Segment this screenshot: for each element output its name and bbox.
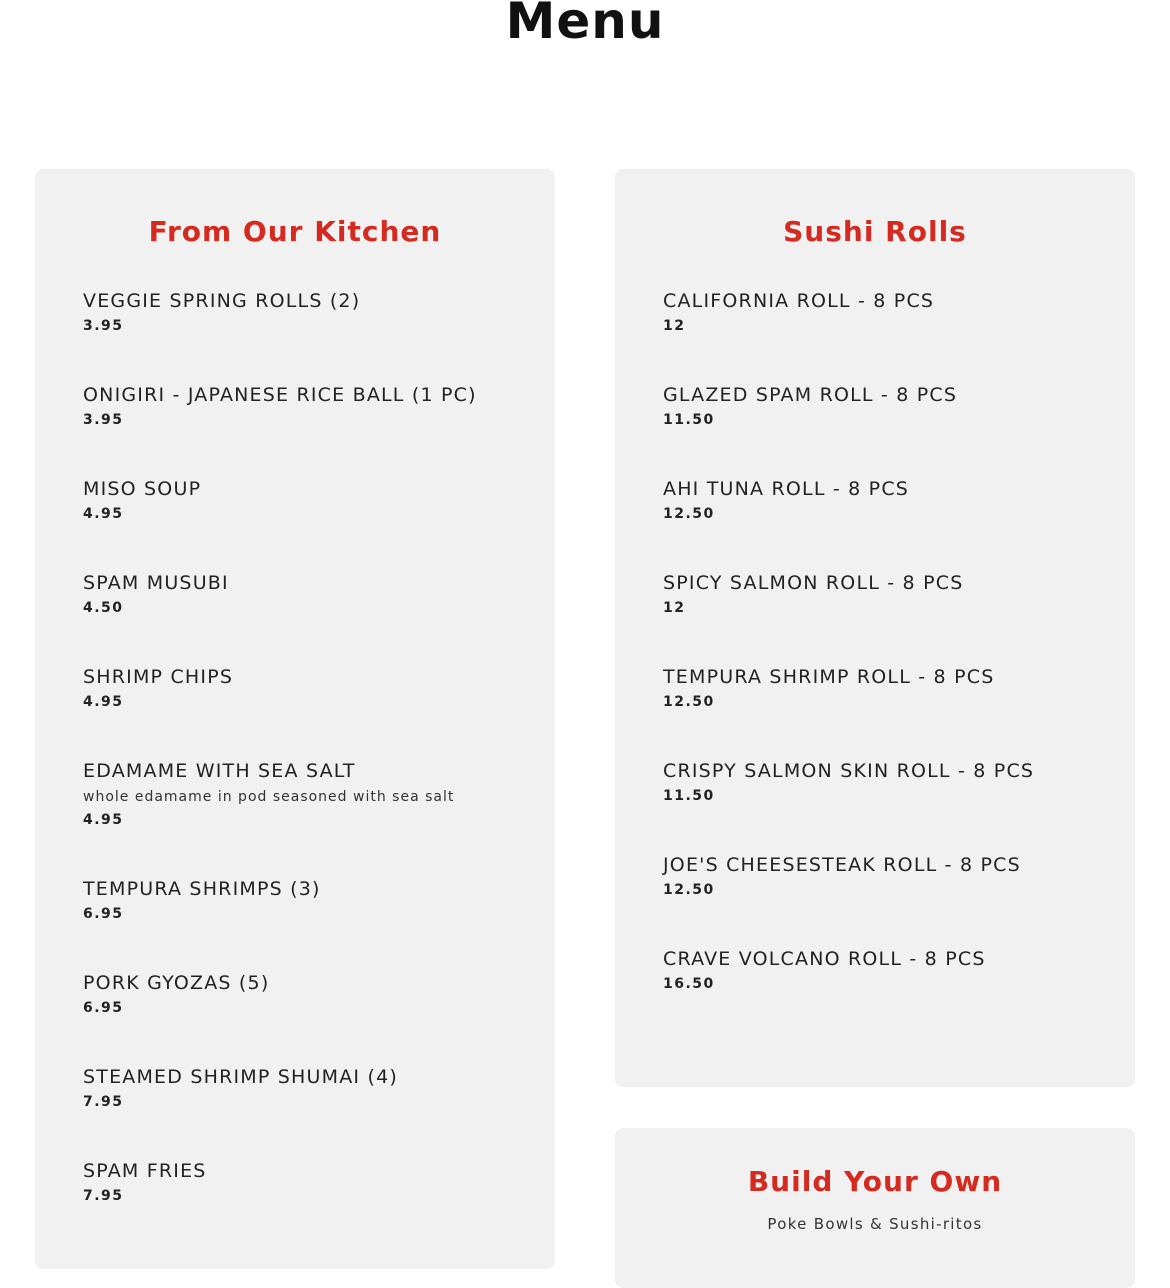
menu-item-name: CRISPY SALMON SKIN ROLL - 8 PCS <box>663 760 1035 782</box>
sushi-panel <box>615 169 1135 1087</box>
menu-item-name: GLAZED SPAM ROLL - 8 PCS <box>663 384 958 406</box>
menu-item-price: 12.50 <box>663 506 715 522</box>
menu-item-name: PORK GYOZAS (5) <box>83 972 270 994</box>
menu-item <box>83 969 533 1019</box>
menu-item-price: 11.50 <box>663 788 715 804</box>
menu-item <box>83 1157 533 1207</box>
menu-item <box>83 475 533 525</box>
kitchen-section-title: From Our Kitchen <box>148 215 442 248</box>
menu-item <box>83 569 533 619</box>
menu-item-price: 11.50 <box>663 412 715 428</box>
menu-item-name: ONIGIRI - JAPANESE RICE BALL (1 PC) <box>83 384 477 406</box>
menu-item-name: JOE'S CHEESESTEAK ROLL - 8 PCS <box>663 854 1021 876</box>
menu-item-price: 16.50 <box>663 976 715 992</box>
menu-item-name: EDAMAME WITH SEA SALT <box>83 760 356 782</box>
menu-item-name: VEGGIE SPRING ROLLS (2) <box>83 290 361 312</box>
menu-item-price: 6.95 <box>83 1000 124 1016</box>
sushi-section-title: Sushi Rolls <box>783 215 967 248</box>
menu-item <box>663 287 1113 337</box>
menu-item <box>663 851 1113 901</box>
menu-item-price: 4.50 <box>83 600 124 616</box>
menu-item-price: 3.95 <box>83 318 124 334</box>
menu-item <box>663 381 1113 431</box>
menu-item-price: 4.95 <box>83 694 124 710</box>
build-your-own-panel <box>615 1128 1135 1288</box>
menu-item-name: MISO SOUP <box>83 478 202 500</box>
menu-item <box>663 945 1113 995</box>
menu-item-name: SPICY SALMON ROLL - 8 PCS <box>663 572 964 594</box>
menu-item-name: CALIFORNIA ROLL - 8 PCS <box>663 290 935 312</box>
kitchen-panel <box>35 169 555 1269</box>
menu-item-price: 12 <box>663 318 686 334</box>
menu-item-price: 12.50 <box>663 694 715 710</box>
menu-item-name: TEMPURA SHRIMPS (3) <box>83 878 321 900</box>
sushi-item-list <box>663 287 1113 1039</box>
menu-item-name: TEMPURA SHRIMP ROLL - 8 PCS <box>663 666 995 688</box>
menu-item-price: 3.95 <box>83 412 124 428</box>
menu-item <box>83 757 533 831</box>
menu-item <box>663 663 1113 713</box>
menu-item-name: CRAVE VOLCANO ROLL - 8 PCS <box>663 948 986 970</box>
menu-item-price: 6.95 <box>83 906 124 922</box>
menu-item-name: SPAM MUSUBI <box>83 572 229 594</box>
menu-item-price: 4.95 <box>83 812 124 828</box>
menu-item-name: SHRIMP CHIPS <box>83 666 234 688</box>
menu-item-name: SPAM FRIES <box>83 1160 207 1182</box>
build-section-subtitle: Poke Bowls & Sushi-ritos <box>767 1215 983 1233</box>
page-title: Menu <box>505 0 665 50</box>
kitchen-item-list <box>83 287 533 1251</box>
menu-item-price: 7.95 <box>83 1188 124 1204</box>
menu-item <box>663 757 1113 807</box>
menu-item-price: 7.95 <box>83 1094 124 1110</box>
menu-item <box>83 875 533 925</box>
menu-item-name: AHI TUNA ROLL - 8 PCS <box>663 478 910 500</box>
menu-item-description: whole edamame in pod seasoned with sea salt <box>83 789 455 805</box>
menu-item-price: 4.95 <box>83 506 124 522</box>
menu-item-name: STEAMED SHRIMP SHUMAI (4) <box>83 1066 398 1088</box>
menu-item <box>83 663 533 713</box>
menu-item-price: 12 <box>663 600 686 616</box>
menu-item <box>83 381 533 431</box>
menu-item <box>663 475 1113 525</box>
menu-item <box>83 1063 533 1113</box>
menu-item <box>663 569 1113 619</box>
menu-item-price: 12.50 <box>663 882 715 898</box>
menu-item <box>83 287 533 337</box>
build-section-title: Build Your Own <box>747 1165 1003 1198</box>
